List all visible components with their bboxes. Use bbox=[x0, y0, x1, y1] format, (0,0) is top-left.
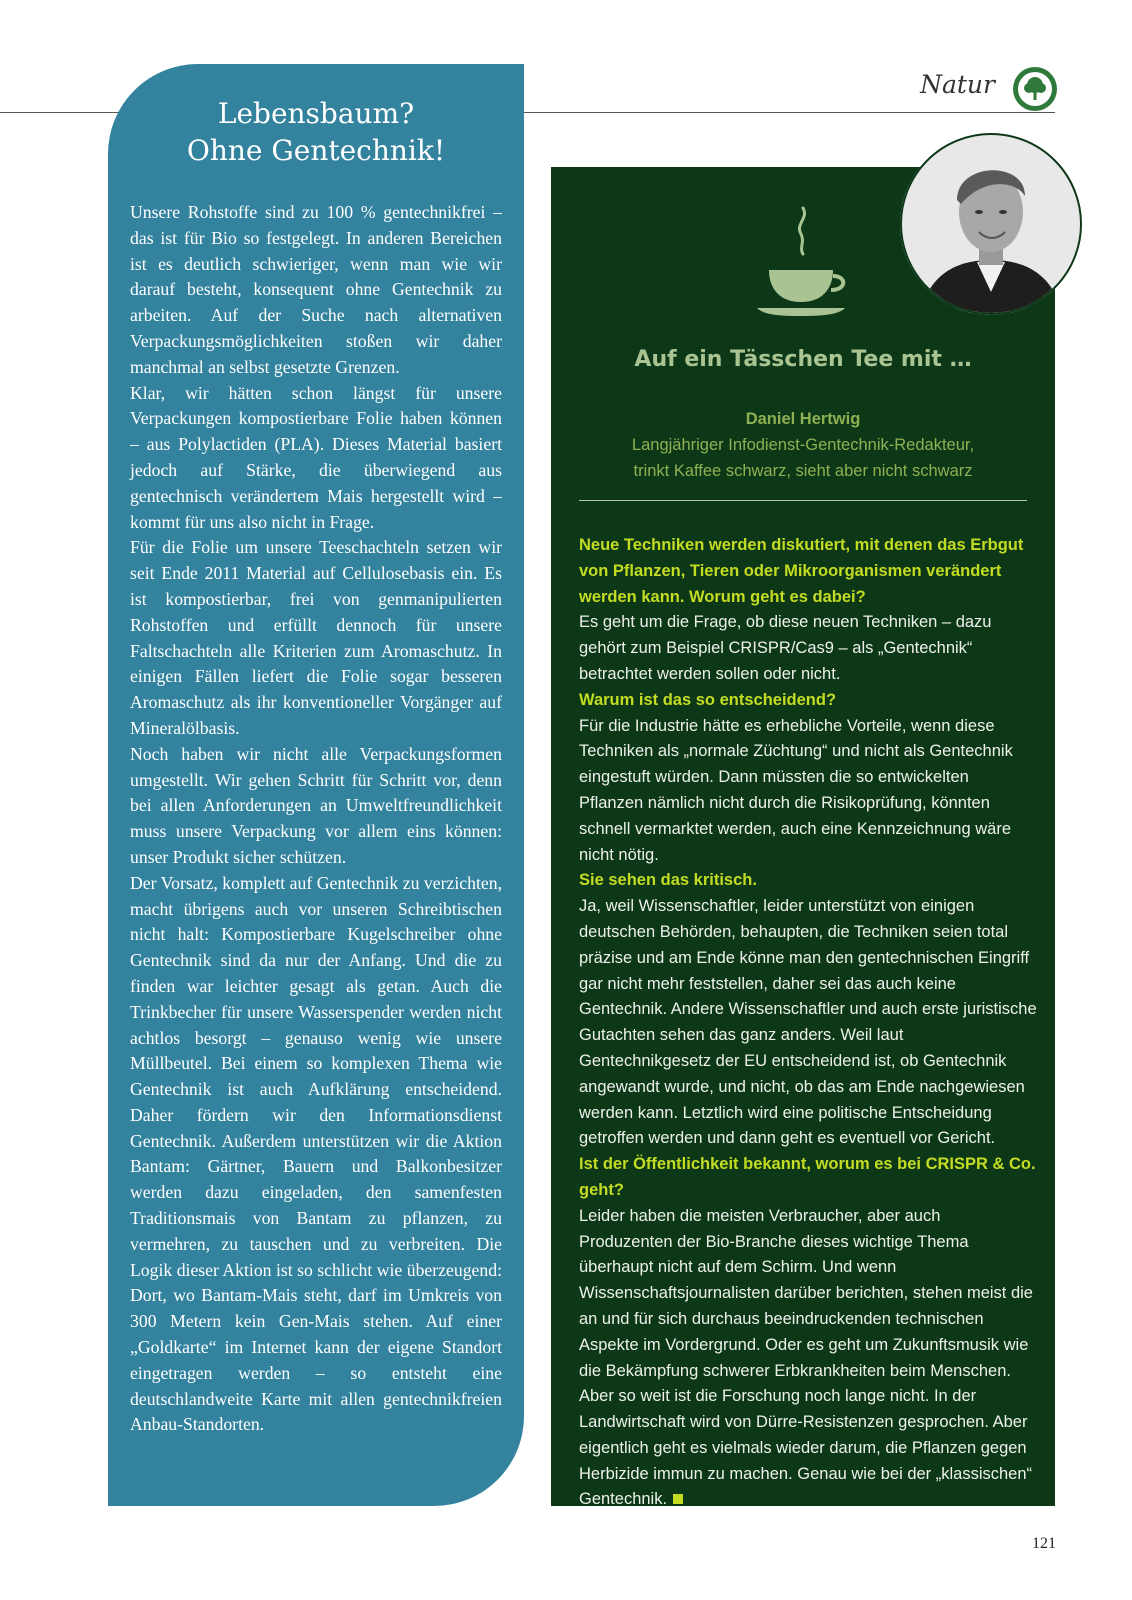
tea-cup-icon bbox=[755, 206, 851, 324]
question: Neue Techniken werden diskutiert, mit denen das Erbgut von Pflanzen, Tieren oder Mikroorganismen verändert werden kann. Worum geht es dabei? bbox=[579, 536, 1024, 606]
body-paragraph: Unsere Rohstoffe sind zu 100 % gentechnikfrei – das ist für Bio so festgelegt. In anderen Bereichen ist es deutlich schwieriger, wenn man wie wir darauf besteht, konsequent ohne Gentechnik zu arbeiten. Auf der Suche nach alternativen Verpackungsmöglichkeiten stoßen wir daher manchmal an selbst gesetzte Grenzen. bbox=[130, 202, 502, 377]
title-line-1: Lebensbaum? bbox=[217, 97, 415, 130]
interview-heading: Auf ein Tässchen Tee mit … bbox=[634, 347, 972, 372]
body-paragraph: Klar, wir hätten schon längst für unsere Verpackungen kompostierbare Folie haben können – aus Polylactiden (PLA). Dieses Material basiert jedoch auf Stärke, die überwiegend aus gentechnisch verändertem Mais hergestellt wird – kommt für uns also nicht in Frage. bbox=[130, 382, 502, 532]
page-number: 121 bbox=[1032, 1535, 1056, 1552]
interviewee-name: Daniel Hertwig bbox=[745, 410, 861, 428]
blue-column-body bbox=[130, 200, 502, 1438]
interview-text bbox=[579, 533, 1037, 1513]
body-paragraph: Für die Folie um unsere Teeschachteln setzen wir seit Ende 2011 Material auf Cellulosebasis ein. Es ist kompostierbar, frei von genmanipulierten Rohstoffen und erfüllt dennoch für unsere Faltschachteln alle Kriterien zum Aromaschutz. In einigen Fällen liefert die Folie sogar besseren Aromaschutz als ihr konventioneller Vorgänger auf Mineralölbasis. bbox=[130, 537, 502, 738]
answer: Leider haben die meisten Verbraucher, aber auch Produzenten der Bio-Branche dieses wichtige Thema überhaupt nicht auf dem Schirm. Und wenn Wissenschaftsjournalisten darüber berichten, stehen meist die an und für sich durchaus beeindruckenden technischen Aspekte im Vordergrund. Oder es geht um Zukunftsmusik wie die Bekämpfung schwerer Erbkrankheiten beim Menschen. Aber so weit ist die Forschung noch lange nicht. In der Landwirtschaft wird von Dürre-Resistenzen gesprochen. Aber eigentlich geht es vielmals wieder darum, die Pflanzen gegen Herbizide immun zu machen. Genau wie bei der „klassischen“ Gentechnik. bbox=[579, 1206, 1033, 1509]
answer-final bbox=[579, 1204, 1037, 1514]
title-line-2: Ohne Gentechnik! bbox=[186, 134, 446, 167]
interviewee-desc-2: trinkt Kaffee schwarz, sieht aber nicht schwarz bbox=[633, 462, 973, 480]
end-mark-icon bbox=[673, 1494, 683, 1504]
interviewee-desc-1: Langjähriger Infodienst-Gentechnik-Redakteur, bbox=[631, 436, 975, 454]
blue-column-title bbox=[108, 95, 524, 169]
interviewee-info bbox=[551, 406, 1055, 484]
answer: Es geht um die Frage, ob diese neuen Techniken – dazu gehört zum Beispiel CRISPR/Cas9 – als „Gentechnik“ betrachtet werden sollen oder nicht. bbox=[579, 613, 992, 683]
answer: Für die Industrie hätte es erhebliche Vorteile, wenn diese Techniken als „normale Züchtung“ und nicht als Gentechnik eingestuft würden. Dann müssten die so entwickelten Pflanzen nämlich nicht durch die Risikoprüfung, könnten schnell vermarktet werden, auch eine Kennzeichnung wäre nicht nötig. bbox=[579, 716, 1013, 864]
question: Sie sehen das kritisch. bbox=[579, 871, 757, 890]
lebensbaum-logo-icon bbox=[1012, 66, 1058, 112]
question: Warum ist das so entscheidend? bbox=[579, 690, 837, 709]
body-paragraph: Der Vorsatz, komplett auf Gentechnik zu verzichten, macht übrigens auch vor unseren Schreibtischen nicht halt: Kompostierbare Kugelschreiber ohne Gentechnik sind da nur der Anfang. Und die zu finden war leichter gesagt als getan. Auch die Trinkbecher für unsere Wasserspender werden nicht achtlos besorgt – genauso wenig wie unsere Müllbeutel. Bei einem so komplexen Thema wie Gentechnik ist auch Aufklärung entscheidend. Daher fördern wir den Informationsdienst Gentechnik. Außerdem unterstützen wir die Aktion Bantam: Gärtner, Bauern und Balkonbesitzer werden dazu eingeladen, den samenfesten Traditionsmais von Bantam zu pflanzen, zu vermehren, zu tauschen und zu verbreiten. Die Logik dieser Aktion ist so schlicht wie überzeugend: Dort, wo Bantam-Mais steht, darf im Umkreis von 300 Metern kein Gen-Mais stehen. Auf einer „Goldkarte“ im Internet kann der eigene Standort eingetragen werden – so entsteht eine deutschlandweite Karte mit allen gentechnikfreien Anbau-Standorten. bbox=[130, 872, 502, 1435]
answer: Ja, weil Wissenschaftler, leider unterstützt von einigen deutschen Behörden, behaupten, die Techniken seien total präzise und am Ende könne man den gentechnischen Eingriff gar nicht mehr feststellen, daher sei das auch keine Gentechnik. Andere Wissenschaftler und auch erste juristische Gutachten sehen das ganz anders. Weil laut Gentechnikgesetz der EU entscheidend ist, ob Gentechnik angewandt wurde, und nicht, ob das am Ende nachgewiesen werden kann. Letztlich wird eine politische Entscheidung getroffen werden und dann geht es eventuell vor Gericht. bbox=[579, 897, 1037, 1148]
section-label: Natur bbox=[920, 70, 995, 99]
body-paragraph: Noch haben wir nicht alle Verpackungsformen umgestellt. Wir gehen Schritt für Schritt vor, denn bei allen Anforderungen an Umweltfreundlichkeit muss unsere Verpackung vor allem eins können: unser Produkt sicher schützen. bbox=[130, 743, 502, 867]
divider bbox=[579, 500, 1027, 501]
portrait-photo bbox=[899, 132, 1083, 316]
question: Ist der Öffentlichkeit bekannt, worum es bei CRISPR & Co. geht? bbox=[579, 1155, 1036, 1199]
